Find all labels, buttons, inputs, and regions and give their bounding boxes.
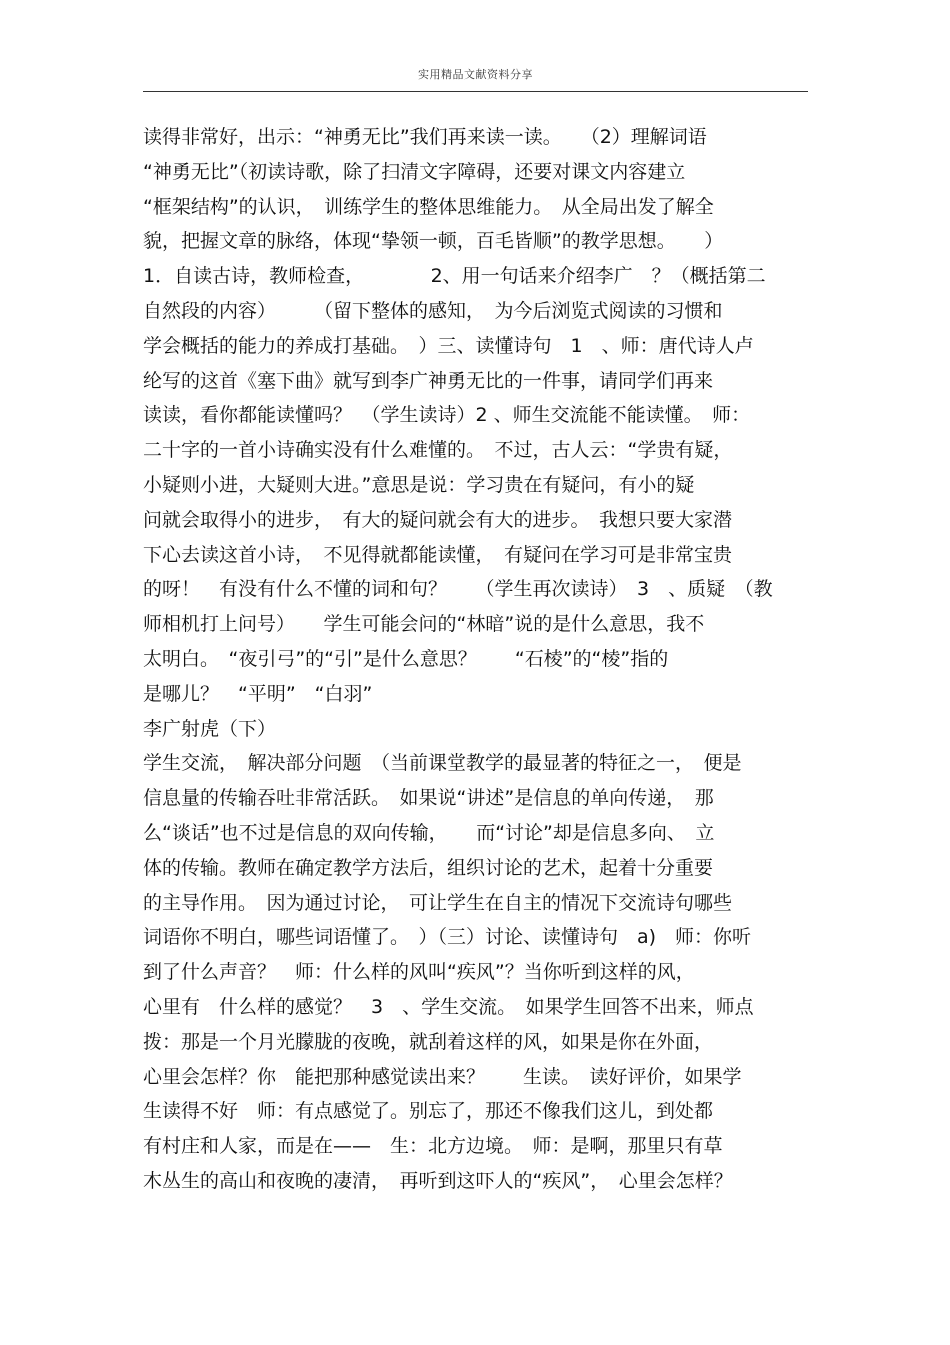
text-line: 么“谈话”也不过是信息的双向传输， 而“讨论”却是信息多向、 立 [143,821,715,844]
text-line: 读读，看你都能读懂吗？ （学生读诗）2 、师生交流能不能读懂。 师： [143,404,751,427]
text-line: 貌，把握文章的脉络，体现“挚领一顿，百毛皆顺”的教学思想。 ） [143,230,724,253]
text-line: 学生交流， 解决部分问题 （当前课堂教学的最显著的特征之一， 便是 [143,752,742,775]
document-body [143,120,811,1199]
text-line: 心里有 什么样的感觉？ 3 、学生交流。 如果学生回答不出来，师点 [143,995,754,1018]
text-line: 下心去读这首小诗， 不见得就都能读懂， 有疑问在学习可是非常宝贵 [143,543,733,566]
text-line: 读得非常好，出示：“神勇无比”我们再来读一读。 （2）理解词语 [143,126,707,148]
text-line: 是哪儿？ “平明” “白羽” [143,682,373,705]
text-line: 词语你不明白，哪些词语懂了。 ）（三）讨论、读懂诗句 a) 师：你听 [143,926,752,949]
text-line: 自然段的内容） （留下整体的感知， 为今后浏览式阅读的习惯和 [143,299,723,322]
text-line: 到了什么声音？ 师：什么样的风叫“疾风”？当你听到这样的风， [143,961,695,984]
text-line: 有村庄和人家，而是在—— 生：北方边境。 师：是啊，那里只有草 [143,1135,723,1158]
page-header: 实用精品文献资料分享 [418,68,533,81]
text-line: 体的传输。教师在确定教学方法后，组织讨论的艺术，起着十分重要 [143,856,714,879]
text-line: 生读得不好 师：有点感觉了。别忘了，那还不像我们这儿，到处都 [143,1100,714,1123]
text-line: 师相机打上问号） 学生可能会问的“林暗”说的是什么意思，我不 [143,613,705,636]
text-line: 问就会取得小的进步， 有大的疑问就会有大的进步。 我想只要大家潜 [143,508,733,531]
text-line: 二十字的一首小诗确实没有什么难懂的。 不过，古人云：“学贵有疑， [143,439,733,462]
section-heading: 李广射虎（下） [143,717,277,740]
text-line: 信息量的传输吞吐非常活跃。 如果说“讲述”是信息的单向传递， 那 [143,787,714,810]
text-line: 学会概括的能力的养成打基础。 ）三、读懂诗句 1 、师：唐代诗人卢 [143,334,754,357]
header-divider [143,91,808,92]
text-line: 的呀！ 有没有什么不懂的词和句？ （学生再次读诗） 3 、质疑 （教 [143,578,773,601]
text-line: 小疑则小进，大疑则大进。”意思是说：学习贵在有疑问，有小的疑 [143,473,695,496]
text-line: 的主导作用。 因为通过讨论， 可让学生在自主的情况下交流诗句哪些 [143,891,733,914]
text-line: 拨：那是一个月光朦胧的夜晚，就刮着这样的风，如果是你在外面， [143,1030,714,1053]
text-line: 纶写的这首《塞下曲》就写到李广神勇无比的一件事，请同学们再来 [143,369,714,392]
text-line: 木丛生的高山和夜晚的凄清， 再听到这吓人的“疾风”， 心里会怎样？ [143,1169,733,1192]
text-line: 心里会怎样？你 能把那种感觉读出来？ 生读。 读好评价，如果学 [143,1065,742,1088]
text-line: “神勇无比”（初读诗歌，除了扫清文字障碍，还要对课文内容建立 [143,160,686,183]
text-line: 1．自读古诗，教师检查， 2、用一句话来介绍李广 ？（概括第二 [143,265,766,288]
text-line: “框架结构”的认识， 训练学生的整体思维能力。 从全局出发了解全 [143,195,714,218]
text-line: 太明白。 “夜引弓”的“引”是什么意思？ “石棱”的“棱”指的 [143,647,669,670]
